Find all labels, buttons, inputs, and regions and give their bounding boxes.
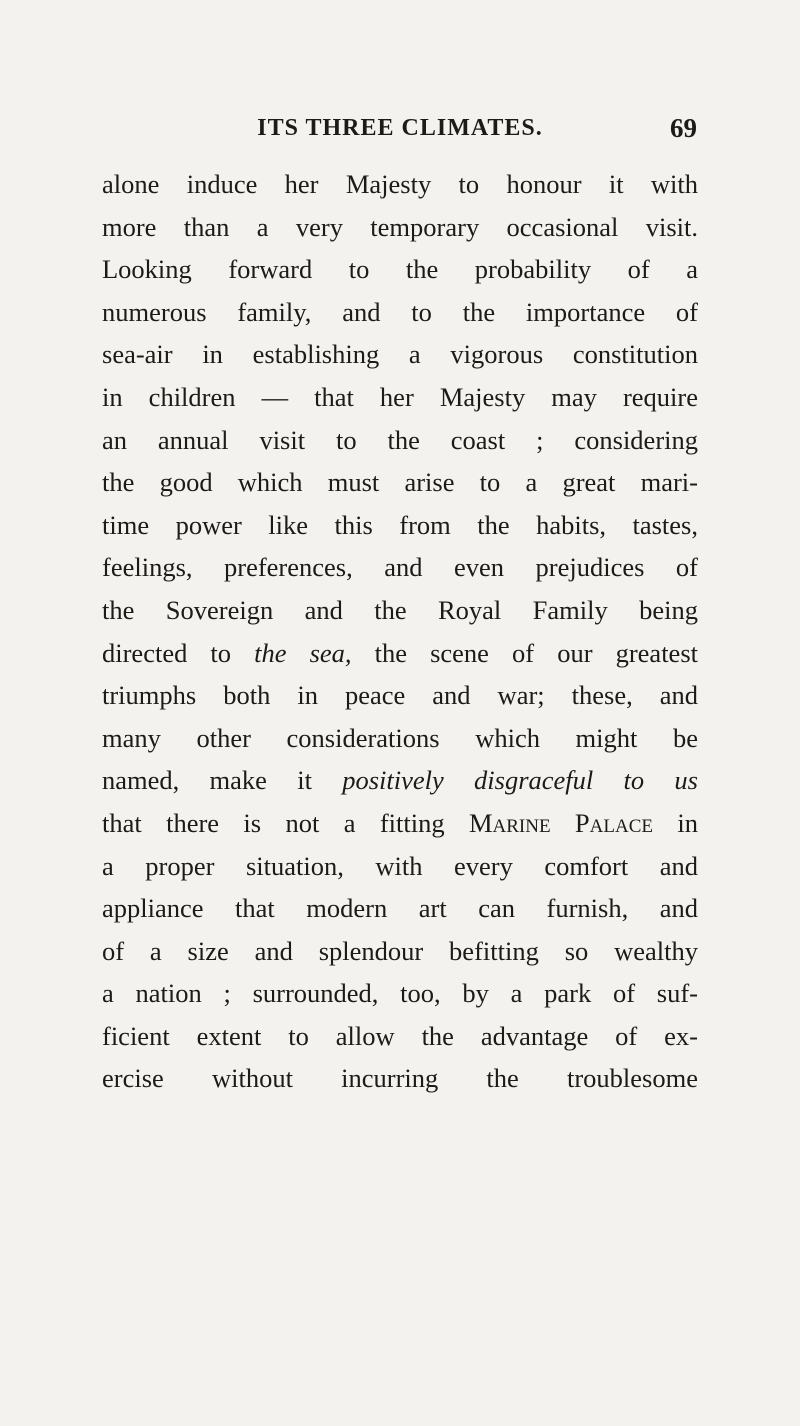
- text-line: numerous family, and to the importance of: [102, 296, 698, 327]
- text-line: feelings, preferences, and even prejudices of: [102, 552, 698, 583]
- text-line: triumphs both in peace and war; these, and: [102, 680, 698, 711]
- text-line: sea-air in establishing a vigorous constitution: [102, 339, 698, 370]
- text-line: appliance that modern art can furnish, and: [102, 893, 698, 924]
- text-run: that there is not a fitting: [102, 807, 469, 838]
- text-line: ercise without incurring the troublesome: [102, 1063, 698, 1094]
- text-line-with-italic: [102, 759, 698, 802]
- italic-run: positively disgraceful to us: [342, 765, 698, 796]
- text-line: an annual visit to the coast ; considering: [102, 424, 698, 455]
- text-line: in children — that her Majesty may require: [102, 381, 698, 412]
- text-line-with-italic: [102, 632, 698, 675]
- text-run: directed to: [102, 637, 255, 668]
- running-title: ITS THREE CLIMATES.: [257, 115, 543, 141]
- italic-run: the sea,: [254, 637, 352, 668]
- text-line: the good which must arise to a great mari-: [102, 467, 698, 498]
- text-run: the scene of our greatest: [351, 637, 698, 668]
- running-head: [0, 108, 800, 148]
- text-line: a nation ; surrounded, too, by a park of suf-: [102, 978, 698, 1009]
- text-line: more than a very temporary occasional visit.: [102, 211, 698, 242]
- text-line: ficient extent to allow the advantage of ex-: [102, 1020, 698, 1051]
- text-line: many other considerations which might be: [102, 722, 698, 753]
- text-line: of a size and splendour befitting so wealthy: [102, 935, 698, 966]
- text-line: the Sovereign and the Royal Family being: [102, 594, 698, 625]
- body-text: [102, 163, 698, 1100]
- text-line: a proper situation, with every comfort and: [102, 850, 698, 881]
- text-run: named, make it: [102, 765, 343, 796]
- page-number: 69: [670, 113, 697, 143]
- text-run: in: [653, 807, 698, 838]
- small-caps-run: Marine Palace: [468, 807, 653, 838]
- text-line-with-small-caps: [102, 802, 698, 845]
- text-line: alone induce her Majesty to honour it with: [102, 169, 698, 199]
- text-line: Looking forward to the probability of a: [102, 254, 698, 285]
- text-line: time power like this from the habits, tastes,: [102, 509, 698, 540]
